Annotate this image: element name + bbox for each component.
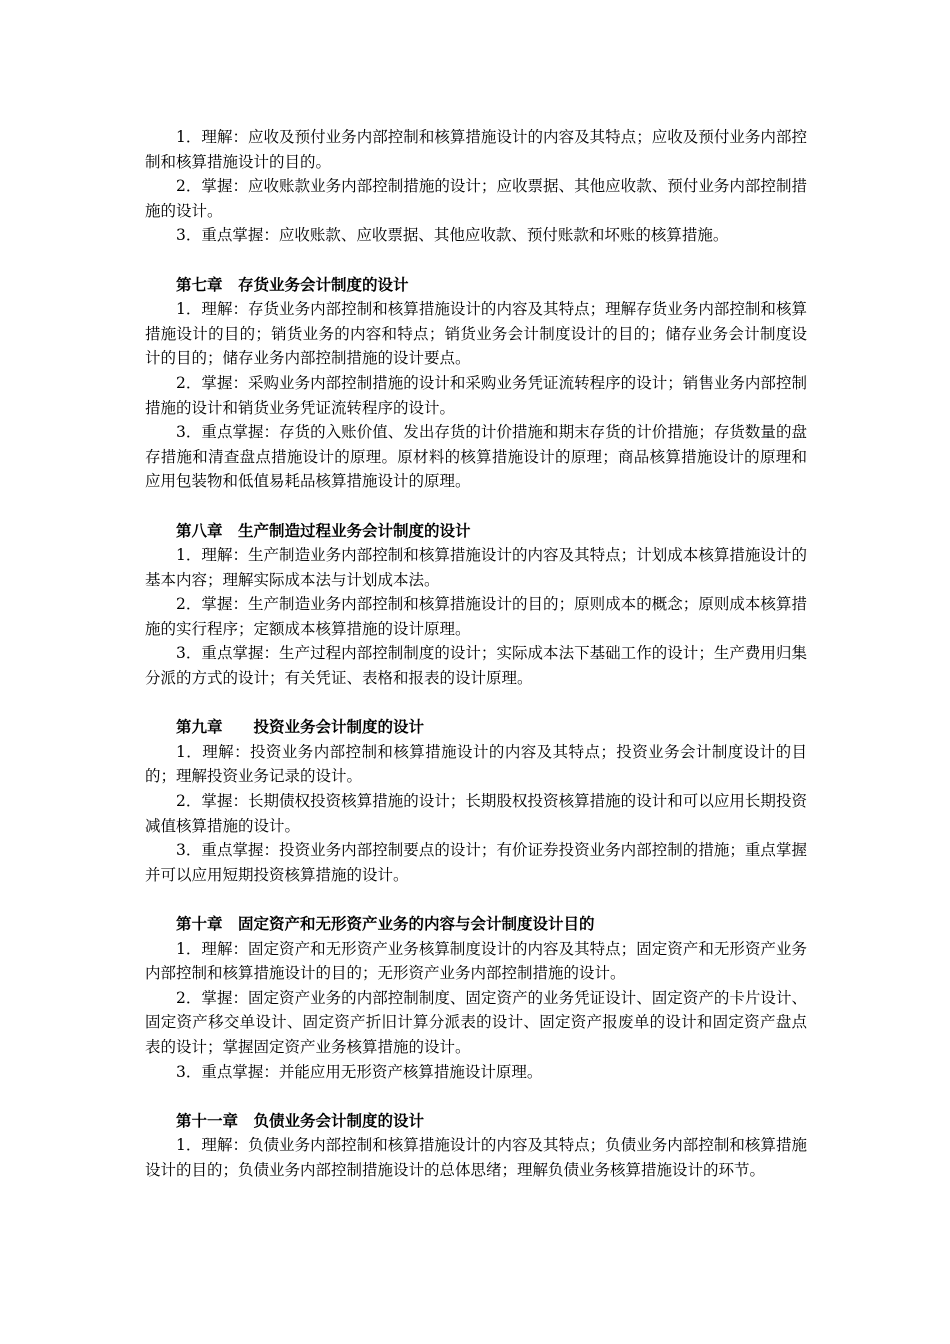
paragraph: 3．重点掌握：投资业务内部控制要点的设计；有价证券投资业务内部控制的措施；重点掌握并可以应用短期投资核算措施的设计。 [145, 841, 807, 884]
chapter-heading: 第七章 存货业务会计制度的设计 [176, 275, 409, 294]
chapter-heading: 第九章 投资业务会计制度的设计 [176, 718, 425, 737]
chapter-10-section [145, 912, 807, 1084]
paragraph: 2．掌握：生产制造业务内部控制和核算措施设计的目的；原则成本的概念；原则成本核算措施的实行程序；定额成本核算措施的设计原理。 [145, 595, 807, 638]
chapter-heading: 第十章 固定资产和无形资产业务的内容与会计制度设计目的 [176, 915, 595, 933]
chapter-8-section [145, 519, 807, 691]
chapter-7-section [145, 273, 807, 494]
chapter-11-section [145, 1109, 807, 1183]
paragraph: 3．重点掌握：存货的入账价值、发出存货的计价措施和期末存货的计价措施；存货数量的盘存措施和清查盘点措施设计的原理。原材料的核算措施设计的原理；商品核算措施设计的原理和应用包装物和低值易耗品核算措施设计的原理。 [145, 423, 807, 491]
section-gap [145, 248, 807, 273]
section-gap [145, 494, 807, 519]
document-page [145, 125, 807, 1183]
paragraph: 2．掌握：长期债权投资核算措施的设计；长期股权投资核算措施的设计和可以应用长期投资减值核算措施的设计。 [145, 792, 807, 835]
paragraph: 1．理解：负债业务内部控制和核算措施设计的内容及其特点；负债业务内部控制和核算措施设计的目的；负债业务内部控制措施设计的总体思绪；理解负债业务核算措施设计的环节。 [145, 1136, 807, 1179]
chapter-heading: 第十一章 负债业务会计制度的设计 [176, 1111, 425, 1130]
paragraph: 3．重点掌握：应收账款、应收票据、其他应收款、预付账款和坏账的核算措施。 [176, 226, 729, 245]
paragraph: 3．重点掌握：并能应用无形资产核算措施设计原理。 [176, 1062, 543, 1081]
paragraph: 1．理解：投资业务内部控制和核算措施设计的内容及其特点；投资业务会计制度设计的目的；理解投资业务记录的设计。 [145, 742, 807, 786]
paragraph: 1．理解：固定资产和无形资产业务核算制度设计的内容及其特点；固定资产和无形资产业务内部控制和核算措施设计的目的；无形资产业务内部控制措施的设计。 [145, 939, 807, 983]
intro-section [145, 125, 807, 248]
paragraph: 2．掌握：固定资产业务的内部控制制度、固定资产的业务凭证设计、固定资产的卡片设计、固定资产移交单设计、固定资产折旧计算分派表的设计、固定资产报废单的设计和固定资产盘点表的设计；掌握固定资产业务核算措施的设计。 [145, 988, 807, 1056]
paragraph: 1．理解：应收及预付业务内部控制和核算措施设计的内容及其特点；应收及预付业务内部控制和核算措施设计的目的。 [145, 128, 807, 171]
chapter-heading: 第八章 生产制造过程业务会计制度的设计 [176, 521, 471, 540]
chapter-9-section [145, 715, 807, 887]
paragraph: 1．理解：生产制造业务内部控制和核算措施设计的内容及其特点；计划成本核算措施设计的基本内容；理解实际成本法与计划成本法。 [145, 546, 807, 589]
paragraph: 3．重点掌握：生产过程内部控制制度的设计；实际成本法下基础工作的设计；生产费用归集分派的方式的设计；有关凭证、表格和报表的设计原理。 [145, 644, 807, 688]
section-gap [145, 1084, 807, 1109]
section-gap [145, 887, 807, 912]
paragraph: 2．掌握：采购业务内部控制措施的设计和采购业务凭证流转程序的设计；销售业务内部控制措施的设计和销货业务凭证流转程序的设计。 [145, 373, 807, 417]
paragraph: 1．理解：存货业务内部控制和核算措施设计的内容及其特点；理解存货业务内部控制和核算措施设计的目的；销货业务的内容和特点；销货业务会计制度设计的目的；储存业务会计制度设计的目的；储存业务内部控制措施的设计要点。 [145, 300, 807, 368]
section-gap [145, 691, 807, 716]
paragraph: 2．掌握：应收账款业务内部控制措施的设计；应收票据、其他应收款、预付业务内部控制措施的设计。 [145, 177, 807, 220]
